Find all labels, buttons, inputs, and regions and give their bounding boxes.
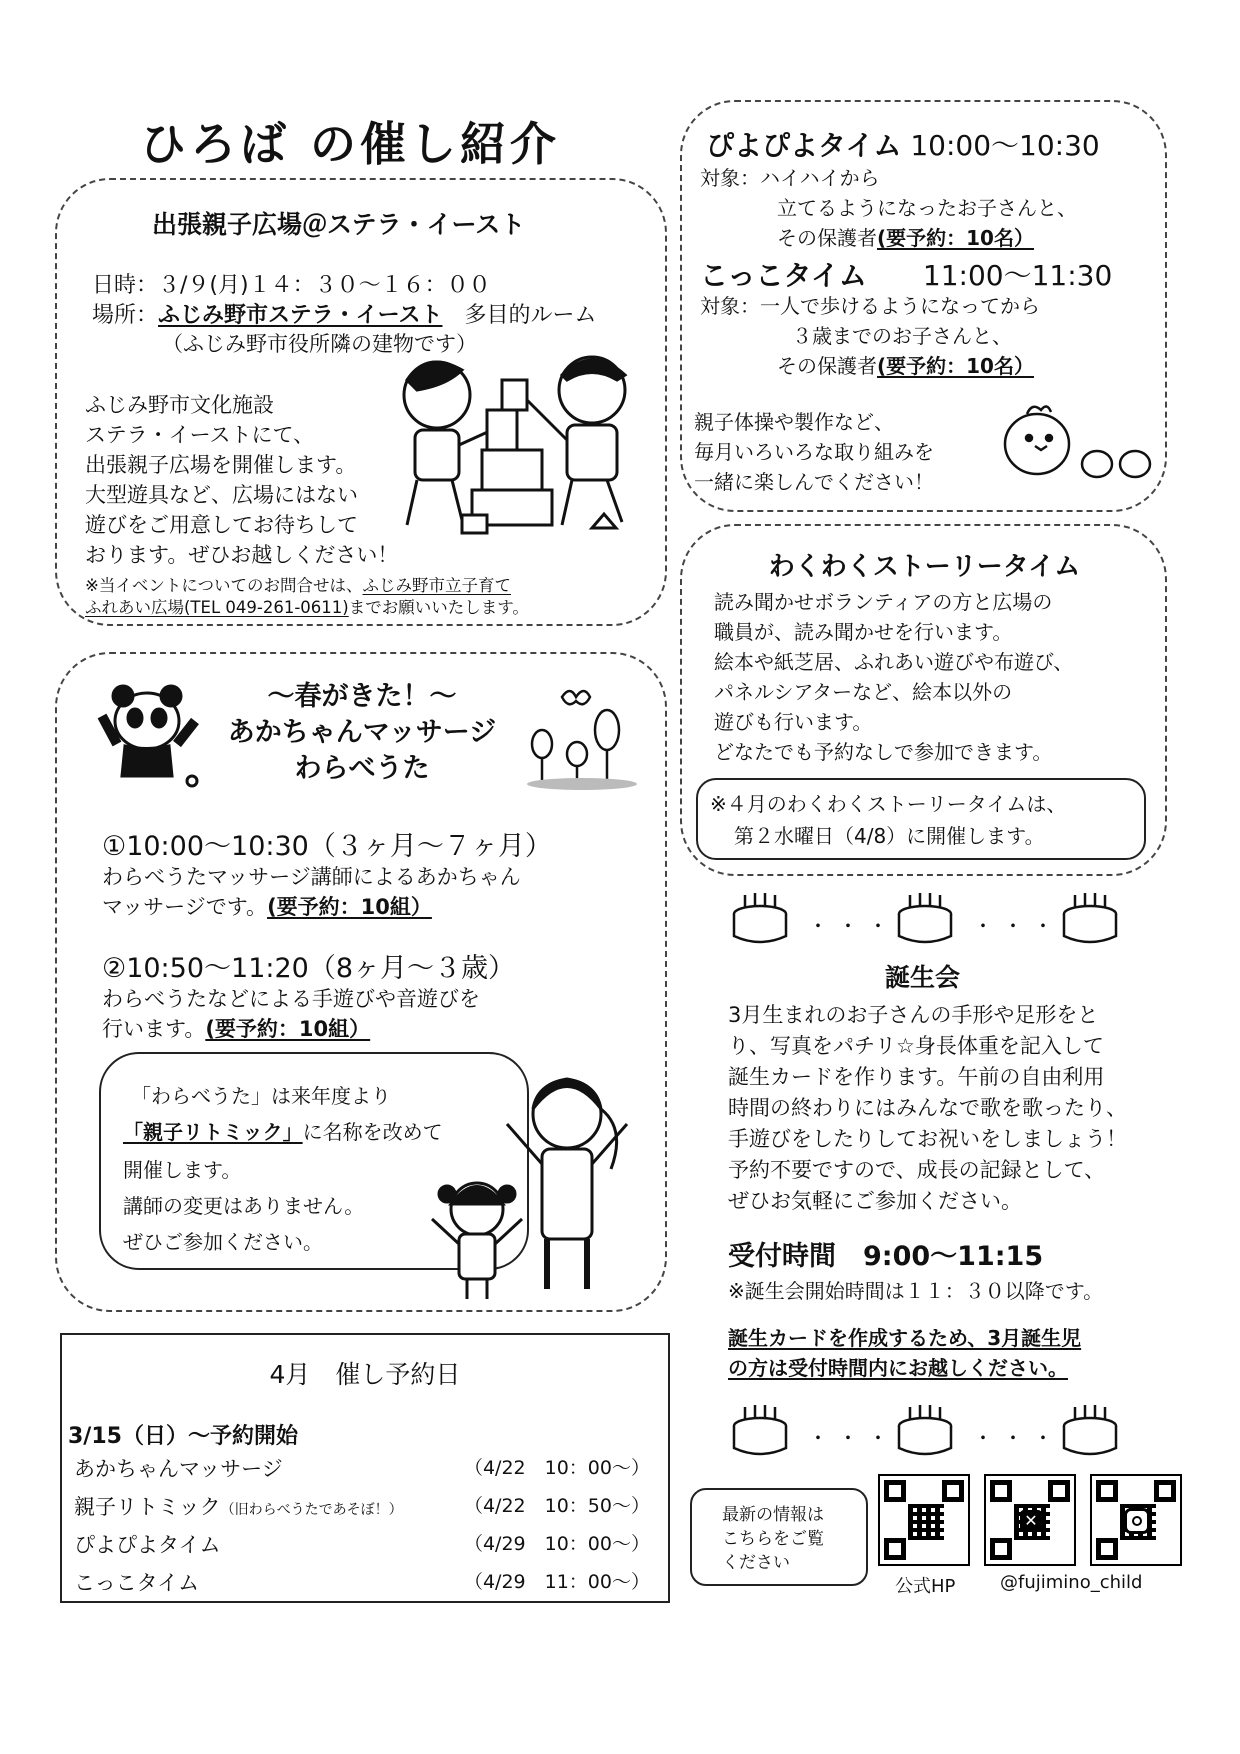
story-body-3: 絵本や紙芝居、ふれあい遊びや布遊び、 — [714, 650, 1074, 674]
cake-icon — [1060, 890, 1120, 948]
cake-icon — [895, 890, 955, 948]
schedule-row-time: （4/29 11：00～） — [463, 1571, 650, 1593]
info-line-2: こちらをご覧 — [722, 1529, 824, 1549]
official-hp-qr-code[interactable] — [878, 1474, 970, 1566]
stella-east-box — [55, 178, 667, 626]
session-1-line-2a: マッサージです。 — [102, 895, 268, 919]
stella-date: 日時：３/９(月)１４：３０～１６：００ — [92, 273, 491, 298]
dots: ・・・ — [808, 914, 898, 938]
kokko-reservation: (要予約：10名） — [877, 354, 1034, 378]
note-line-1: 「わらべうた」は来年度より — [131, 1084, 391, 1108]
instagram-logo-icon — [1124, 1508, 1150, 1534]
birthday-warning-2 — [728, 1352, 1068, 1381]
cake-icon — [730, 890, 790, 948]
birthday-body-5: 手遊びをしたりしてお祝いをしましょう！ — [728, 1127, 1127, 1151]
kids-building-blocks-illustration — [367, 350, 657, 535]
story-body-2: 職員が、読み聞かせを行います。 — [714, 620, 1013, 644]
piyo-kokko-box — [680, 100, 1167, 512]
stella-body-3: 出張親子広場を開催します。 — [85, 453, 357, 477]
story-note-2: 第２水曜日（4/8）に開催します。 — [734, 824, 1045, 848]
kokko-body-3: 一緒に楽しんでください！ — [694, 470, 934, 494]
massage-title-2: あかちゃんマッサージ — [227, 717, 497, 748]
note-line-5: ぜひご参加ください。 — [123, 1230, 323, 1254]
stella-place-note: （ふじみ野市役所隣の建物です） — [162, 332, 477, 356]
story-body-6: どなたでも予約なしで参加できます。 — [714, 740, 1053, 764]
stella-body-1: ふじみ野市文化施設 — [85, 393, 274, 417]
x-qr-code[interactable] — [984, 1474, 1076, 1566]
story-body-4: パネルシアターなど、絵本以外の — [714, 680, 1013, 704]
session-1-time: ①10:00～10:30（３ヶ月～７ヶ月） — [102, 831, 552, 862]
piyo-title: ぴよぴよタイム — [706, 129, 902, 162]
dots: ・・・ — [973, 914, 1063, 938]
stella-body-6: おります。ぜひお越しください！ — [85, 543, 399, 567]
dots: ・・・ — [808, 1426, 898, 1450]
stella-body-4: 大型遊具など、広場にはない — [85, 483, 358, 507]
info-line-3: ください — [722, 1553, 790, 1573]
page-title: ひろば の催し紹介 — [140, 117, 561, 171]
kokko-target-3a: その保護者 — [777, 354, 877, 378]
schedule-row-name: ぴよぴよタイム — [74, 1533, 221, 1557]
massage-title-3: わらべうた — [294, 753, 430, 784]
story-title: わくわくストーリータイム — [768, 552, 1081, 582]
dots: ・・・ — [973, 1426, 1063, 1450]
piyo-target-3 — [777, 224, 1034, 253]
birthday-body-4: 時間の終わりにはみんなで歌を歌ったり、 — [728, 1096, 1127, 1120]
sns-account-label: @fujimino_child — [1000, 1572, 1143, 1593]
schedule-row-rhythmic — [74, 1491, 650, 1521]
stella-contact-2a: ふれあい広場(TEL 049-261-0611) — [85, 598, 349, 617]
birthday-warning-1 — [728, 1322, 1081, 1351]
note-line-3: 開催します。 — [123, 1158, 242, 1182]
schedule-row-kokko — [74, 1567, 650, 1597]
schedule-row-time: （4/22 10：00～） — [463, 1457, 650, 1479]
stella-contact-1a: ※当イベントについてのお問合せは、 — [85, 576, 363, 595]
session-1-reservation: (要予約：10組） — [267, 895, 432, 919]
reception-label: 受付時間 — [728, 1241, 836, 1272]
schedule-row-time: （4/29 10：00～） — [463, 1533, 650, 1555]
stella-place-room: 多目的ルーム — [464, 303, 597, 328]
stella-contact-1b: ふじみ野市立子育て — [362, 576, 511, 595]
stella-contact-2b: までお願いいたします。 — [348, 598, 529, 617]
schedule-row-piyopiyo — [74, 1529, 650, 1559]
cake-icon — [895, 1402, 955, 1460]
schedule-row-sub: （旧わらべうたであそぼ！） — [220, 1502, 403, 1518]
stella-body-5: 遊びをご用意してお待ちして — [85, 513, 358, 537]
kokko-target-3 — [777, 352, 1034, 381]
session-2-line-2a: 行います。 — [102, 1017, 206, 1041]
story-note-1: ※４月のわくわくストーリータイムは、 — [710, 792, 1067, 816]
kokko-body-2: 毎月いろいろな取り組みを — [694, 440, 934, 464]
story-body-1: 読み聞かせボランティアの方と広場の — [714, 590, 1053, 614]
birthday-body-7: ぜひお気軽にご参加ください。 — [728, 1189, 1022, 1213]
stella-place-label: 場所： — [92, 303, 159, 328]
piyo-time: 10:00～10:30 — [910, 129, 1100, 162]
kokko-target-1: 対象：一人で歩けるようになってから — [700, 294, 1040, 318]
birthday-warning-1-text: 誕生カードを作成するため、3月誕生児 — [728, 1326, 1082, 1350]
birthday-warning-2-text: の方は受付時間内にお越しください。 — [728, 1356, 1068, 1380]
schedule-start: 3/15（日）～予約開始 — [68, 1424, 298, 1449]
massage-box — [55, 652, 667, 1312]
latest-info-box — [690, 1488, 868, 1586]
x-logo-icon: ✕ — [1020, 1510, 1042, 1532]
birthday-body-6: 予約不要ですので、成長の記録として、 — [728, 1158, 1106, 1182]
stella-place-name: ふじみ野市ステラ・イースト — [158, 303, 443, 328]
cake-icon — [1060, 1402, 1120, 1460]
session-2-line-2 — [102, 1014, 370, 1044]
reception-hours: 9:00～11:15 — [863, 1241, 1044, 1272]
stella-contact-2 — [85, 594, 529, 618]
piyo-target-2: 立てるようになったお子さんと、 — [777, 196, 1077, 220]
official-hp-label: 公式HP — [895, 1576, 956, 1597]
note-line-2b: に名称を改めて — [302, 1120, 443, 1144]
maracas-butterfly-icon — [522, 682, 642, 792]
note-line-4: 講師の変更はありません。 — [123, 1194, 365, 1218]
stella-place — [92, 298, 597, 329]
story-time-box — [680, 524, 1167, 876]
stella-contact-1 — [85, 572, 511, 596]
instagram-qr-code[interactable] — [1090, 1474, 1182, 1566]
birthday-top-decoration — [730, 890, 1130, 950]
birthday-bottom-decoration — [730, 1402, 1130, 1462]
reservation-schedule-box — [60, 1333, 670, 1603]
schedule-row-name: 親子リトミック — [74, 1495, 221, 1519]
piyo-reservation: (要予約：10名） — [877, 226, 1034, 250]
session-1-line-1: わらべうたマッサージ講師によるあかちゃん — [102, 865, 521, 889]
session-1-line-2 — [102, 892, 432, 922]
kokko-title: こっこタイム — [700, 259, 867, 292]
kokko-body-1: 親子体操や製作など、 — [694, 410, 894, 434]
note-line-2 — [123, 1116, 443, 1145]
info-line-1: 最新の情報は — [722, 1505, 824, 1525]
story-body-5: 遊びも行います。 — [714, 710, 873, 734]
kokko-target-2: ３歳までのお子さんと、 — [792, 324, 1012, 348]
chicks-icon — [997, 394, 1157, 484]
massage-title-1: ～春がきた！～ — [267, 681, 457, 712]
reception-time — [728, 1234, 1043, 1273]
birthday-body-2: り、写真をパチリ☆身長体重を記入して — [728, 1034, 1104, 1058]
kokko-time: 11:00～11:30 — [922, 259, 1113, 292]
teacher-child-illustration — [397, 1054, 637, 1304]
story-april-note — [696, 778, 1146, 860]
piyo-heading — [706, 124, 1100, 164]
piyo-target-1: 対象：ハイハイから — [700, 166, 880, 190]
birthday-title: 誕生会 — [885, 963, 961, 992]
schedule-row-name: こっこタイム — [74, 1571, 200, 1595]
schedule-title: 4月 催し予約日 — [269, 1360, 461, 1389]
session-2-line-1: わらべうたなどによる手遊びや音遊びを — [102, 987, 480, 1011]
cake-icon — [730, 1402, 790, 1460]
piyo-target-3a: その保護者 — [777, 226, 877, 250]
stella-heading: 出張親子広場＠ステラ・イースト — [152, 210, 526, 239]
birthday-body-1: 3月生まれのお子さんの手形や足形をと — [728, 1003, 1099, 1027]
schedule-row-massage — [74, 1453, 650, 1483]
session-2-reservation: (要予約：10組） — [205, 1017, 371, 1041]
birthday-body-3: 誕生カードを作ります。午前の自由利用 — [728, 1065, 1105, 1089]
stella-body-2: ステラ・イーストにて、 — [85, 423, 315, 447]
session-2-time: ②10:50～11:20（8ヶ月～３歳） — [102, 953, 516, 984]
schedule-row-name: あかちゃんマッサージ — [74, 1457, 283, 1481]
reception-note: ※誕生会開始時間は１１：３０以降です。 — [728, 1279, 1104, 1303]
note-new-name: 「親子リトミック」 — [123, 1120, 303, 1144]
schedule-row-time: （4/22 10：50～） — [463, 1495, 650, 1517]
kokko-heading — [700, 254, 1112, 294]
